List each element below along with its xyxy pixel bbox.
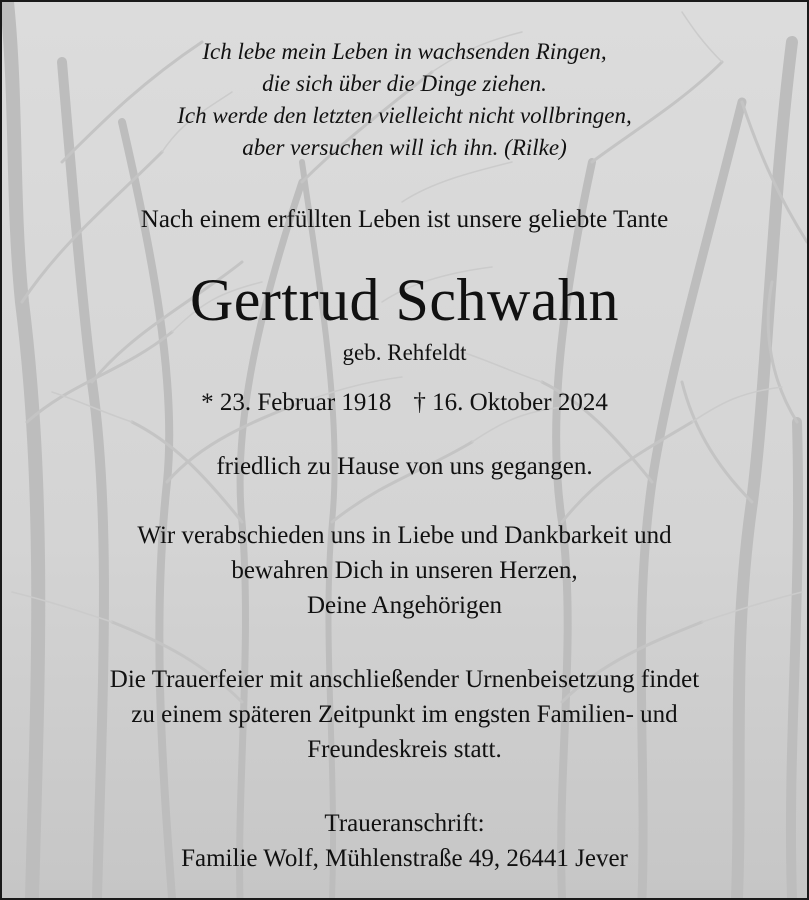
ceremony-line: Freundeskreis statt. [307, 736, 502, 763]
quote-line: aber versuchen will ich ihn. (Rilke) [242, 135, 567, 160]
quote-line: Ich lebe mein Leben in wachsenden Ringen, [202, 39, 607, 64]
deceased-name: Gertrud Schwahn [189, 267, 620, 333]
passing-text: friedlich zu Hause von uns gegangen. [216, 453, 593, 480]
farewell-line: bewahren Dich in unseren Herzen, [231, 557, 578, 584]
farewell-signature: Deine Angehörigen [306, 592, 503, 619]
ceremony-line: Die Trauerfeier mit anschließender Urnenbeisetzung findet [109, 666, 700, 693]
intro-text: Nach einem erfüllten Leben ist unsere geliebte Tante [140, 206, 669, 233]
life-dates [2, 387, 807, 418]
quote-line: Ich werde den letzten vielleicht nicht vollbringen, [177, 103, 632, 128]
death-date: † 16. Oktober 2024 [413, 389, 608, 416]
quote-line: die sich über die Dinge ziehen. [262, 71, 547, 96]
address-label: Traueranschrift: [324, 810, 485, 837]
birth-date: * 23. Februar 1918 [201, 389, 392, 416]
ceremony-line: zu einem späteren Zeitpunkt im engsten Familien- und [131, 701, 678, 728]
farewell-line: Wir verabschieden uns in Liebe und Dankbarkeit und [137, 522, 672, 549]
maiden-name: geb. Rehfeldt [342, 340, 467, 365]
address-value: Familie Wolf, Mühlenstraße 49, 26441 Jever [181, 845, 628, 872]
